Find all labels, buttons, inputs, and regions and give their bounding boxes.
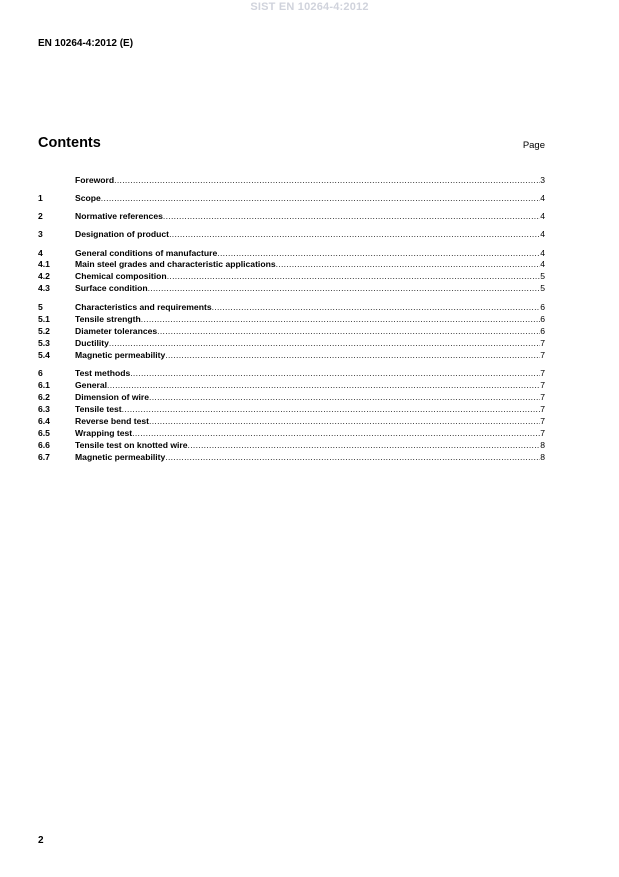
toc-entry-number: 3 (38, 229, 43, 239)
toc-entry-title: Tensile strength (75, 314, 141, 324)
toc-dot-leader (157, 326, 540, 337)
toc-entry-number: 4.1 (38, 259, 50, 269)
toc-entry-number: 1 (38, 193, 43, 203)
toc-entry-title: Ductility (75, 338, 109, 348)
toc-entry-page: 7 (540, 350, 545, 360)
toc-dot-leader (141, 314, 540, 325)
toc-dot-leader (149, 392, 540, 403)
toc-dot-leader (122, 404, 541, 415)
toc-entry-title: Diameter tolerances (75, 326, 158, 336)
toc-dot-leader (163, 211, 540, 222)
toc-dot-leader (132, 428, 540, 439)
toc-entry-page: 7 (540, 416, 545, 426)
toc-entry-page: 6 (540, 302, 545, 312)
toc-entry-number: 4.2 (38, 271, 50, 281)
toc-entry-number: 4 (38, 248, 43, 258)
contents-title: Contents (38, 135, 101, 151)
document-id: EN 10264-4:2012 (E) (38, 38, 134, 49)
toc-entry-number: 5.2 (38, 326, 50, 336)
toc-entry-title: Normative references (75, 211, 163, 221)
toc-entry-number: 6.3 (38, 404, 50, 414)
toc-entry-number: 4.3 (38, 283, 50, 293)
toc-entry-title: Chemical composition (75, 271, 167, 281)
toc-entry[interactable] (38, 175, 545, 186)
toc-entry-title: General (75, 380, 108, 390)
toc-entry-page: 7 (540, 368, 545, 378)
toc-dot-leader (212, 302, 541, 313)
toc-dot-leader (109, 338, 540, 349)
toc-entry-page: 4 (540, 193, 545, 203)
toc-entry-page: 4 (540, 229, 545, 239)
toc-entry[interactable] (38, 416, 545, 427)
toc-entry[interactable] (38, 392, 545, 403)
page-column-label: Page (522, 140, 545, 151)
toc-dot-leader (148, 283, 541, 294)
toc-entry-number: 6.7 (38, 452, 50, 462)
toc-entry-title: Wrapping test (75, 428, 133, 438)
toc-entry-page: 7 (540, 392, 545, 402)
toc-entry-page: 4 (540, 248, 545, 258)
toc-entry[interactable] (38, 211, 545, 222)
page-number: 2 (38, 835, 44, 846)
toc-entry-title: Tensile test on knotted wire (75, 440, 188, 450)
toc-entry-number: 6.6 (38, 440, 50, 450)
toc-entry-page: 6 (540, 314, 545, 324)
toc-entry-page: 3 (540, 175, 545, 185)
toc-entry[interactable] (38, 283, 545, 294)
toc-dot-leader (169, 229, 540, 240)
toc-dot-leader (217, 248, 540, 259)
toc-dot-leader (188, 440, 541, 451)
toc-entry-title: Magnetic permeability (75, 350, 166, 360)
toc-entry-number: 5.4 (38, 350, 50, 360)
toc-dot-leader (165, 452, 540, 463)
toc-dot-leader (167, 271, 541, 282)
toc-entry-title: Magnetic permeability (75, 452, 166, 462)
toc-entry-number: 5.1 (38, 314, 50, 324)
toc-entry[interactable] (38, 380, 545, 391)
toc-entry-page: 7 (540, 404, 545, 414)
toc-entry-number: 6.5 (38, 428, 50, 438)
toc-entry-number: 5.3 (38, 338, 50, 348)
toc-entry[interactable] (38, 314, 545, 325)
toc-entry-number: 6.2 (38, 392, 50, 402)
toc-entry[interactable] (38, 193, 545, 204)
toc-entry-page: 7 (540, 380, 545, 390)
toc-entry[interactable] (38, 428, 545, 439)
toc-entry-title: Test methods (75, 368, 131, 378)
toc-entry-page: 7 (540, 338, 545, 348)
toc-dot-leader (130, 368, 540, 379)
toc-entry-page: 6 (540, 326, 545, 336)
toc-dot-leader (101, 193, 540, 204)
toc-dot-leader (165, 350, 540, 361)
toc-entry[interactable] (38, 302, 545, 313)
toc-entry-number: 6.4 (38, 416, 50, 426)
toc-entry-page: 5 (540, 283, 545, 293)
toc-entry[interactable] (38, 440, 545, 451)
toc-entry[interactable] (38, 229, 545, 240)
toc-dot-leader (114, 175, 540, 186)
toc-entry-page: 5 (540, 271, 545, 281)
toc-entry-number: 5 (38, 302, 43, 312)
toc-entry[interactable] (38, 350, 545, 361)
toc-entry-title: Surface condition (75, 283, 148, 293)
toc-entry-page: 4 (540, 211, 545, 221)
toc-entry-number: 6 (38, 368, 43, 378)
toc-entry-page: 4 (540, 259, 545, 269)
toc-entry-page: 8 (540, 440, 545, 450)
toc-entry-number: 6.1 (38, 380, 50, 390)
toc-dot-leader (149, 416, 540, 427)
toc-entry[interactable] (38, 259, 545, 270)
toc-entry-title: Scope (75, 193, 101, 203)
toc-dot-leader (107, 380, 540, 391)
toc-entry-title: Designation of product (75, 229, 170, 239)
toc-entry[interactable] (38, 368, 545, 379)
toc-entry-page: 7 (540, 428, 545, 438)
toc-entry[interactable] (38, 326, 545, 337)
toc-dot-leader (276, 259, 541, 270)
toc-entry[interactable] (38, 452, 545, 463)
toc-entry-title: Characteristics and requirements (75, 302, 212, 312)
toc-entry-title: Main steel grades and characteristic applications (75, 259, 276, 269)
toc-entry-number: 2 (38, 211, 43, 221)
watermark: SIST EN 10264-4:2012 (250, 1, 369, 13)
toc-entry-title: Foreword (75, 175, 115, 185)
toc-entry-page: 8 (540, 452, 545, 462)
toc-entry-title: Tensile test (75, 404, 122, 414)
toc-entry[interactable] (38, 248, 545, 259)
toc-entry[interactable] (38, 338, 545, 349)
toc-entry-title: Dimension of wire (75, 392, 150, 402)
toc-entry-title: General conditions of manufacture (75, 248, 218, 258)
toc-entry[interactable] (38, 404, 545, 415)
toc-entry[interactable] (38, 271, 545, 282)
toc-entry-title: Reverse bend test (75, 416, 150, 426)
